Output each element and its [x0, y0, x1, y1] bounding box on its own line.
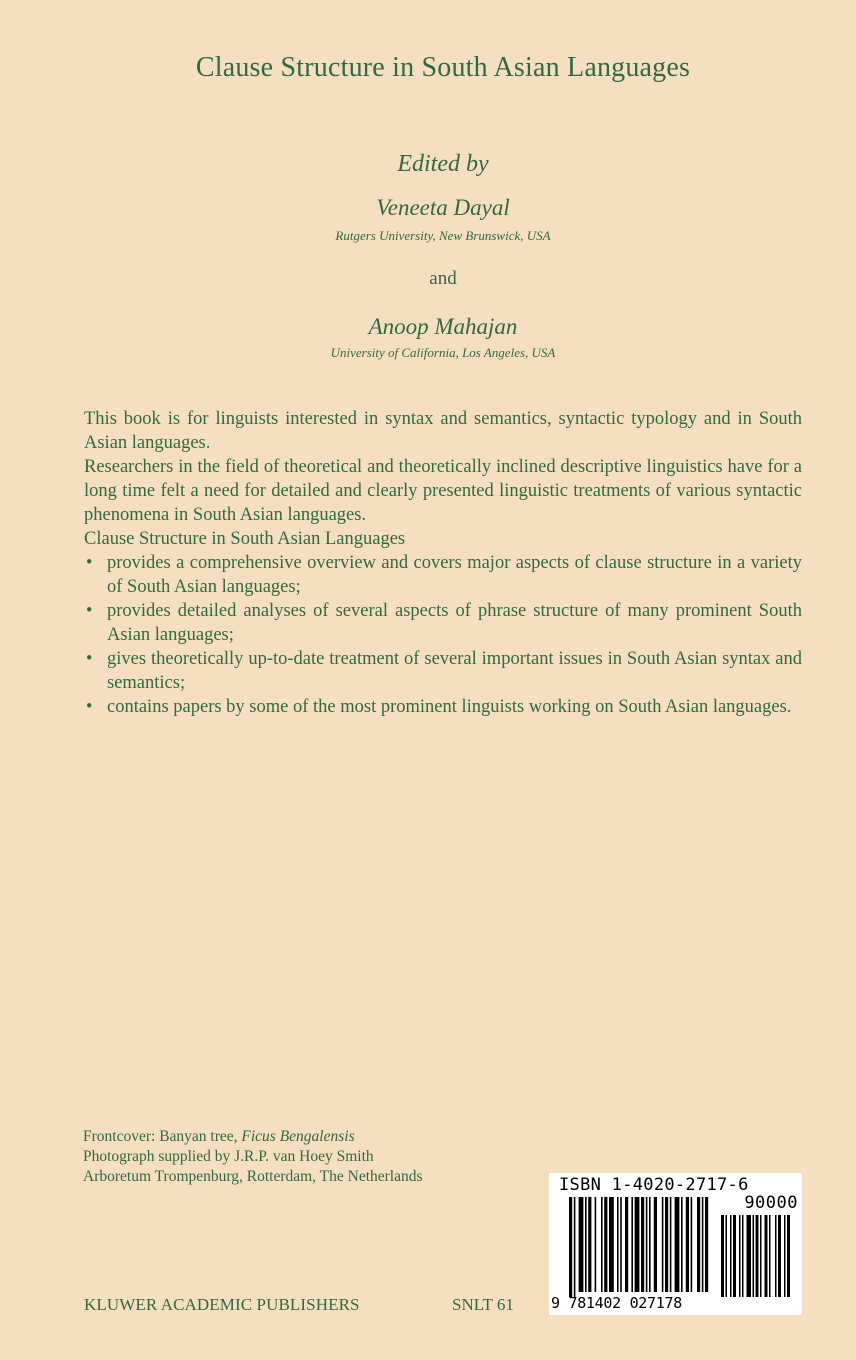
barcode-bar [609, 1197, 614, 1292]
barcode-addon-bar [765, 1215, 768, 1297]
barcode-bar [670, 1197, 672, 1292]
barcode-bar [705, 1197, 708, 1292]
barcode-addon-bar [787, 1215, 790, 1297]
book-description [84, 407, 802, 719]
description-paragraph: This book is for linguists interested in syntax and semantics, syntactic typology and in South Asian languages. [84, 409, 802, 453]
species-name: Ficus Bengalensis [241, 1128, 355, 1145]
barcode-bar [569, 1197, 572, 1297]
barcode-bar [585, 1197, 587, 1292]
barcode-bar [691, 1197, 693, 1292]
frontcover-credit [83, 1127, 423, 1147]
description-paragraph: Researchers in the field of theoretical and theoretically inclined descriptive linguistics have for a long time felt a need for detailed and clearly presented linguistic treatments of various syntactic phenomena in South Asian languages. [84, 457, 802, 525]
barcode-bar [601, 1197, 603, 1292]
barcode-bar [620, 1197, 622, 1292]
frontcover-label: Frontcover: Banyan tree, [83, 1128, 242, 1145]
description-paragraph: Clause Structure in South Asian Languages [84, 529, 406, 549]
feature-list-item [84, 599, 802, 647]
editor-name-2: Anoop Mahajan [368, 314, 518, 339]
series-code: SNLT 61 [452, 1295, 514, 1314]
and-connector: and [429, 268, 457, 289]
feature-list-item [84, 647, 802, 695]
barcode-bar [635, 1197, 640, 1292]
barcode-bar [697, 1197, 700, 1292]
bullet-icon: • [86, 601, 93, 621]
feature-list [84, 551, 802, 719]
barcode-bar [681, 1197, 683, 1292]
barcode-addon-bar [778, 1215, 781, 1297]
barcode-bar [675, 1197, 680, 1292]
barcode-bar [686, 1197, 689, 1292]
barcode-bar [617, 1197, 619, 1292]
barcode-bar [625, 1197, 628, 1292]
editor-name-1: Veneeta Dayal [376, 195, 510, 220]
feature-list-item [84, 551, 802, 599]
edited-by-label: Edited by [397, 151, 489, 177]
feature-list-item [84, 695, 802, 719]
barcode-bar [649, 1197, 651, 1292]
feature-text: gives theoretically up-to-date treatment of several important issues in South Asian syntax and semantics; [107, 649, 802, 693]
barcode-addon-bar [726, 1215, 728, 1297]
feature-text: contains papers by some of the most prominent linguists working on South Asian languages. [107, 697, 792, 717]
location-credit: Arboretum Trompenburg, Rotterdam, The Netherlands [83, 1168, 423, 1185]
isbn-number: ISBN 1-4020-2717-6 [559, 1175, 749, 1195]
barcode-bar [646, 1197, 648, 1292]
photo-credit: Photograph supplied by J.R.P. van Hoey Smith [83, 1148, 374, 1165]
barcode-addon-bar [747, 1215, 752, 1297]
ean-digits: 9 781402 027178 [551, 1294, 682, 1312]
barcode-addon-bar [775, 1215, 777, 1297]
barcode-bar [665, 1197, 668, 1292]
isbn-barcode [549, 1173, 802, 1315]
barcode-bar [662, 1197, 664, 1292]
barcode-bar [631, 1197, 633, 1292]
barcode-bar [574, 1197, 576, 1297]
barcode-addon-bar [742, 1215, 744, 1297]
barcode-bar [604, 1197, 607, 1292]
barcode-addon-bar [760, 1215, 762, 1297]
price-code: 90000 [744, 1193, 798, 1213]
barcode-bar [654, 1197, 657, 1292]
editor-affiliation-2: University of California, Los Angeles, USA [330, 345, 556, 360]
bullet-icon: • [86, 553, 93, 573]
book-title: Clause Structure in South Asian Languages [195, 52, 691, 83]
barcode-addon-bar [733, 1215, 736, 1297]
editor-affiliation-1: Rutgers University, New Brunswick, USA [335, 228, 551, 243]
bullet-icon: • [86, 649, 93, 669]
barcode-addon-bar [730, 1215, 732, 1297]
feature-text: provides detailed analyses of several aspects of phrase structure of many prominent South Asian languages; [107, 601, 802, 645]
feature-text: provides a comprehensive overview and covers major aspects of clause structure in a variety of South Asian languages; [107, 553, 802, 597]
barcode-addon-bar [784, 1215, 786, 1297]
publisher-name: KLUWER ACADEMIC PUBLISHERS [84, 1295, 360, 1314]
barcode-addon-bar [739, 1215, 741, 1297]
bullet-icon: • [86, 697, 93, 717]
barcode-bar [579, 1197, 584, 1292]
barcode-bar [588, 1197, 591, 1292]
cover-credits [83, 1127, 423, 1187]
barcode-addon-bar [769, 1215, 771, 1297]
barcode-addon-bar [721, 1215, 724, 1297]
barcode-bar [702, 1197, 704, 1292]
barcode-addon-bar [753, 1215, 755, 1297]
barcode-bar [595, 1197, 597, 1292]
barcode-bar [641, 1197, 644, 1292]
barcode-addon-bar [756, 1215, 759, 1297]
